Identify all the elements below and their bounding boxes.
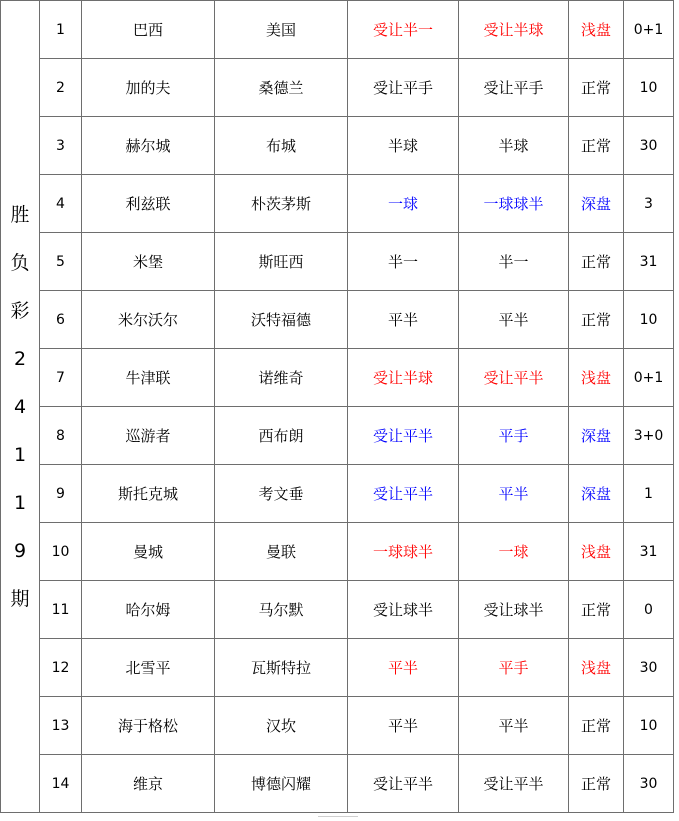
match-number-cell: 9 — [40, 465, 82, 523]
issue-label-char: 彩 — [10, 299, 30, 322]
pick-cell: 31 — [624, 233, 674, 291]
home-team-cell: 巴西 — [82, 1, 215, 59]
table-row — [1, 1, 674, 59]
away-team-cell: 朴茨茅斯 — [215, 175, 348, 233]
match-number-cell: 6 — [40, 291, 82, 349]
handicap-open-cell: 一球 — [348, 175, 459, 233]
line-depth-cell: 正常 — [569, 697, 624, 755]
pick-cell: 0 — [624, 581, 674, 639]
handicap-current-cell: 半球 — [459, 117, 569, 175]
line-depth-cell: 浅盘 — [569, 1, 624, 59]
pick-cell: 10 — [624, 291, 674, 349]
handicap-open-cell: 受让平半 — [348, 407, 459, 465]
handicap-current-cell: 平手 — [459, 639, 569, 697]
table-row — [1, 59, 674, 117]
line-depth-cell: 正常 — [569, 581, 624, 639]
issue-label-char: 2 — [13, 347, 27, 370]
handicap-open-cell: 平半 — [348, 697, 459, 755]
pick-cell: 3+0 — [624, 407, 674, 465]
away-team-cell: 西布朗 — [215, 407, 348, 465]
handicap-current-cell: 受让球半 — [459, 581, 569, 639]
away-team-cell: 桑德兰 — [215, 59, 348, 117]
table-row — [1, 639, 674, 697]
handicap-open-cell: 受让平半 — [348, 755, 459, 813]
match-number-cell: 13 — [40, 697, 82, 755]
away-team-cell: 博德闪耀 — [215, 755, 348, 813]
issue-label-char: 负 — [10, 251, 30, 274]
home-team-cell: 加的夫 — [82, 59, 215, 117]
table-row — [1, 523, 674, 581]
table-row — [1, 233, 674, 291]
line-depth-cell: 深盘 — [569, 175, 624, 233]
pick-cell: 0+1 — [624, 1, 674, 59]
line-depth-cell: 正常 — [569, 755, 624, 813]
match-number-cell: 10 — [40, 523, 82, 581]
issue-label-char: 4 — [13, 395, 27, 418]
match-number-cell: 12 — [40, 639, 82, 697]
table-row — [1, 291, 674, 349]
match-number-cell: 14 — [40, 755, 82, 813]
issue-label-char: 1 — [13, 443, 27, 466]
home-team-cell: 海于格松 — [82, 697, 215, 755]
pick-cell: 0+1 — [624, 349, 674, 407]
away-team-cell: 汉坎 — [215, 697, 348, 755]
handicap-open-cell: 受让球半 — [348, 581, 459, 639]
handicap-current-cell: 受让半球 — [459, 1, 569, 59]
line-depth-cell: 浅盘 — [569, 349, 624, 407]
handicap-current-cell: 平半 — [459, 291, 569, 349]
home-team-cell: 北雪平 — [82, 639, 215, 697]
handicap-open-cell: 半一 — [348, 233, 459, 291]
handicap-open-cell: 一球球半 — [348, 523, 459, 581]
home-team-cell: 巡游者 — [82, 407, 215, 465]
match-number-cell: 11 — [40, 581, 82, 639]
handicap-open-cell: 受让平手 — [348, 59, 459, 117]
home-team-cell: 哈尔姆 — [82, 581, 215, 639]
home-team-cell: 米尔沃尔 — [82, 291, 215, 349]
away-team-cell: 布城 — [215, 117, 348, 175]
handicap-current-cell: 一球 — [459, 523, 569, 581]
away-team-cell: 马尔默 — [215, 581, 348, 639]
table-row — [1, 581, 674, 639]
handicap-current-cell: 半一 — [459, 233, 569, 291]
line-depth-cell: 浅盘 — [569, 639, 624, 697]
pick-cell: 10 — [624, 59, 674, 117]
match-number-cell: 8 — [40, 407, 82, 465]
line-depth-cell: 正常 — [569, 233, 624, 291]
table-row — [1, 407, 674, 465]
match-number-cell: 1 — [40, 1, 82, 59]
handicap-current-cell: 一球球半 — [459, 175, 569, 233]
match-number-cell: 5 — [40, 233, 82, 291]
table-row — [1, 349, 674, 407]
away-team-cell: 瓦斯特拉 — [215, 639, 348, 697]
match-number-cell: 2 — [40, 59, 82, 117]
line-depth-cell: 深盘 — [569, 407, 624, 465]
home-team-cell: 赫尔城 — [82, 117, 215, 175]
handicap-open-cell: 平半 — [348, 639, 459, 697]
table-body — [1, 1, 674, 813]
home-team-cell: 米堡 — [82, 233, 215, 291]
away-team-cell: 曼联 — [215, 523, 348, 581]
line-depth-cell: 正常 — [569, 59, 624, 117]
pick-cell: 1 — [624, 465, 674, 523]
pick-cell: 30 — [624, 755, 674, 813]
issue-label-char: 9 — [13, 539, 27, 562]
handicap-current-cell: 平半 — [459, 465, 569, 523]
table-row — [1, 697, 674, 755]
line-depth-cell: 深盘 — [569, 465, 624, 523]
home-team-cell: 维京 — [82, 755, 215, 813]
home-team-cell: 牛津联 — [82, 349, 215, 407]
pick-cell: 3 — [624, 175, 674, 233]
away-team-cell: 斯旺西 — [215, 233, 348, 291]
away-team-cell: 考文垂 — [215, 465, 348, 523]
handicap-open-cell: 受让半球 — [348, 349, 459, 407]
handicap-current-cell: 受让平手 — [459, 59, 569, 117]
handicap-open-cell: 平半 — [348, 291, 459, 349]
handicap-current-cell: 受让平半 — [459, 755, 569, 813]
handicap-open-cell: 受让平半 — [348, 465, 459, 523]
handicap-current-cell: 受让平半 — [459, 349, 569, 407]
match-number-cell: 7 — [40, 349, 82, 407]
table-row — [1, 755, 674, 813]
table-row — [1, 117, 674, 175]
table-row — [1, 465, 674, 523]
match-number-cell: 4 — [40, 175, 82, 233]
away-team-cell: 诺维奇 — [215, 349, 348, 407]
pick-cell: 31 — [624, 523, 674, 581]
pick-cell: 10 — [624, 697, 674, 755]
issue-label-char: 1 — [13, 491, 27, 514]
handicap-open-cell: 受让半一 — [348, 1, 459, 59]
issue-label — [1, 1, 40, 813]
handicap-current-cell: 平半 — [459, 697, 569, 755]
pick-cell: 30 — [624, 117, 674, 175]
issue-label-char: 期 — [10, 587, 30, 610]
handicap-open-cell: 半球 — [348, 117, 459, 175]
pick-cell: 30 — [624, 639, 674, 697]
home-team-cell: 斯托克城 — [82, 465, 215, 523]
line-depth-cell: 正常 — [569, 291, 624, 349]
line-depth-cell: 正常 — [569, 117, 624, 175]
line-depth-cell: 浅盘 — [569, 523, 624, 581]
home-team-cell: 曼城 — [82, 523, 215, 581]
page-fold-mark — [318, 816, 358, 821]
away-team-cell: 美国 — [215, 1, 348, 59]
home-team-cell: 利兹联 — [82, 175, 215, 233]
handicap-current-cell: 平手 — [459, 407, 569, 465]
issue-label-char: 胜 — [10, 203, 30, 226]
away-team-cell: 沃特福德 — [215, 291, 348, 349]
table-row — [1, 175, 674, 233]
match-number-cell: 3 — [40, 117, 82, 175]
